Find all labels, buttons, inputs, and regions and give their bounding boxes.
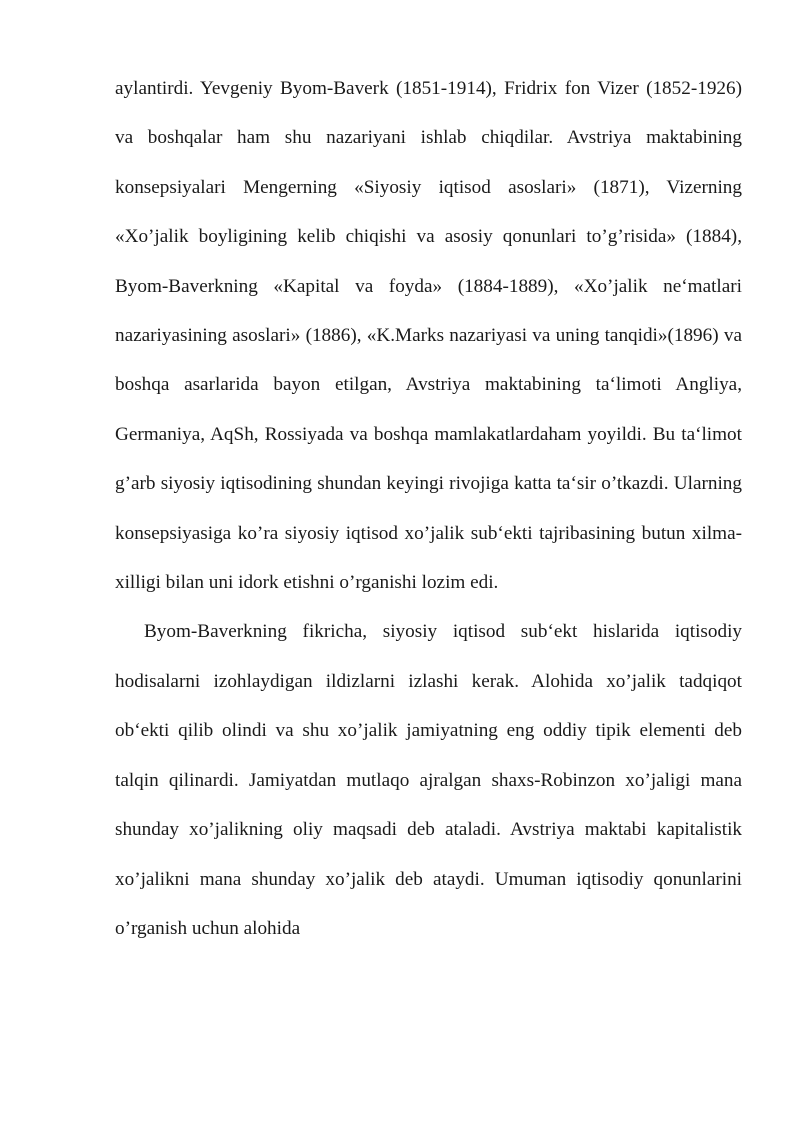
paragraph-byom-baverk: Byom-Baverkning fikricha, siyosiy iqtisod sub‘ekt hislarida iqtisodiy hodisalarni izohlaydigan ildizlarni izlashi kerak. Alohida xo’jalik tadqiqot ob‘ekti qilib olindi va shu xo’jalik jamiyatning eng oddiy tipik elementi deb talqin qilinardi. Jamiyatdan mutlaqo ajralgan shaxs-Robinzon xo’jaligi mana shunday xo’jalikning oliy maqsadi deb ataladi. Avstriya maktabi kapitalistik xo’jalikni mana shunday xo’jalik deb ataydi. Umuman iqtisodiy qonunlarini o’rganish uchun alohida bbox=[115, 621, 742, 939]
paragraph-continuation: aylantirdi. Yevgeniy Byom-Baverk (1851-1914), Fridrix fon Vizer (1852-1926) va boshqalar ham shu nazariyani ishlab chiqdilar. Avstriya maktabining konsepsiyalari Mengerning «Siyosiy iqtisod asoslari» (1871), Vizerning «Xo’jalik boyligining kelib chiqishi va asosiy qonunlari to’g’risida» (1884), Byom-Baverkning «Kapital va foyda» (1884-1889), «Xo’jalik ne‘matlari nazariyasining asoslari» (1886), «K.Marks nazariyasi va uning tanqidi»(1896) va boshqa asarlarida bayon etilgan, Avstriya maktabining ta‘limoti Angliya, Germaniya, AqSh, Rossiyada va boshqa mamlakatlardaham yoyildi. Bu ta‘limot g’arb siyosiy iqtisodining shundan keyingi rivojiga katta ta‘sir o’tkazdi. Ularning konsepsiyasiga ko’ra siyosiy iqtisod xo’jalik sub‘ekti tajribasining butun xilma-xilligi bilan uni idork etishni o’rganishi lozim edi. bbox=[115, 78, 742, 594]
document-page bbox=[115, 64, 742, 953]
